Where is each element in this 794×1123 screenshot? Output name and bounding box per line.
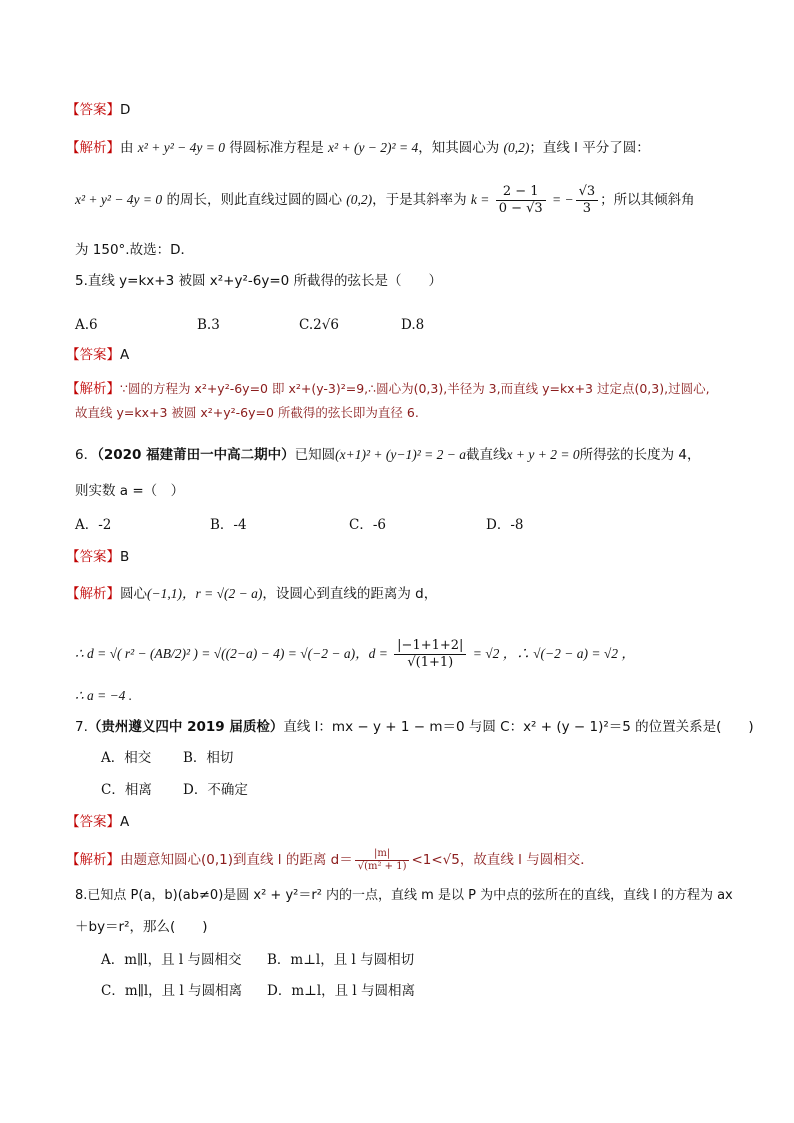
- q6-option-b[interactable]: B．-4: [210, 517, 247, 533]
- q4-center: (0,2): [503, 140, 530, 155]
- q5-option-d[interactable]: D.8: [401, 317, 425, 333]
- q6-stem-line-1: 6．（2020 福建莆田一中高二期中）已知圆(x+1)² + (y−1)² = 2 − a截直线x + y + 2 = 0所得弦的长度为 4，: [75, 447, 701, 463]
- q7-stem: 7.（贵州遵义四中 2019 届质检）直线 l：mx − y + 1 − m＝0 与圆 C：x² + (y − 1)²＝5 的位置关系是( ): [75, 719, 754, 735]
- q6-option-c[interactable]: C．-6: [349, 517, 386, 533]
- q6-option-d[interactable]: D．-8: [486, 517, 524, 533]
- q4-analysis-line-3: 为 150°.故选：D．: [75, 242, 194, 258]
- q5-option-b[interactable]: B.3: [197, 317, 220, 333]
- q4-analysis-line-1: 【解析】由 x² + y² − 4y = 0 得圆标准方程是 x² + (y − 2)² = 4，知其圆心为 (0,2)；直线 l 平分了圆：: [66, 140, 650, 156]
- q8-option-d[interactable]: D．m⊥l，且 l 与圆相离: [267, 983, 416, 999]
- q8-stem-line-2: ＋by＝r²，那么( ): [75, 919, 208, 935]
- q4-eq-2: x² + (y − 2)² = 4: [328, 140, 419, 155]
- q4-eq-1: x² + y² − 4y = 0: [137, 140, 225, 155]
- q6-option-a[interactable]: A．-2: [75, 517, 112, 533]
- q8-option-b[interactable]: B．m⊥l，且 l 与圆相切: [267, 952, 415, 968]
- answer-tag: 【答案】: [66, 102, 120, 118]
- q6-analysis-line-1: 【解析】圆心(−1,1)，r = √(2 − a)，设圆心到直线的距离为 d，: [66, 586, 438, 602]
- q7-option-a[interactable]: A．相交: [101, 750, 152, 766]
- q6-analysis-line-3: ∴ a = −4 .: [75, 688, 133, 703]
- q6-answer: 【答案】B: [66, 549, 130, 565]
- q5-option-c[interactable]: C.2√6: [299, 317, 339, 333]
- q4-slope-result: $\frac{√3}{3}$: [576, 184, 599, 217]
- q5-stem: 5.直线 y=kx+3 被圆 x²+y²-6y=0 所截得的弦长是（ ）: [75, 273, 443, 289]
- q7-source: （贵州遵义四中 2019 届质检）: [87, 719, 284, 735]
- q5-answer: 【答案】A: [66, 347, 130, 363]
- q7-answer: 【答案】A: [66, 814, 130, 830]
- q5-analysis-line-2: 故直线 y=kx+3 被圆 x²+y²-6y=0 所截得的弦长即为直径 6.: [75, 405, 419, 420]
- q4-answer: [66, 100, 130, 120]
- q6-analysis-line-2: ∴ d = √( r² − (AB/2)² ) = √((2−a) − 4) = √(−2 − a)，d = $\frac{|-1+1+2|}{√(1+1)}$ = √2 ，∴ √(−2 − a) = √2 ，: [75, 638, 635, 670]
- q7-analysis: 【解析】由题意知圆心(0,1)到直线 l 的距离 d＝ $\frac{|m|}{\text{√(m² + 1)}}$ <1<√5，故直线 l 与圆相交．: [66, 848, 594, 872]
- q6-distance-fraction: $\frac{|-1+1+2|}{√(1+1)}$: [394, 638, 466, 671]
- q7-option-c[interactable]: C．相离: [101, 782, 152, 798]
- q6-source: （2020 福建莆田一中高二期中）: [97, 447, 295, 463]
- q4-analysis-line-2: x² + y² − 4y = 0 的周长，则此直线过圆的圆心 (0,2)，于是其斜率为 k = $\frac{2 - 1}{0 - √3}$ = − $\frac{√3}{3}$ ；所以其倾斜角: [75, 184, 695, 216]
- q6-stem-line-2: 则实数 a =（ ）: [75, 483, 185, 499]
- q7-option-d[interactable]: D．不确定: [183, 782, 248, 798]
- q7-distance-fraction: $\frac{|m|}{\text{√(m² + 1)}}$: [355, 848, 410, 873]
- q5-option-a[interactable]: A.6: [75, 317, 98, 333]
- q5-analysis-line-1: 【解析】∵圆的方程为 x²+y²-6y=0 即 x²+(y-3)²=9,∴圆心为(0,3),半径为 3,而直线 y=kx+3 过定点(0,3),过圆心,: [66, 381, 710, 397]
- q8-option-a[interactable]: A．m∥l，且 l 与圆相交: [101, 952, 242, 968]
- q4-answer-value: D: [120, 102, 131, 118]
- q8-option-c[interactable]: C．m∥l，且 l 与圆相离: [101, 983, 243, 999]
- analysis-tag: 【解析】: [66, 140, 120, 156]
- q4-slope-fraction: $\frac{2 - 1}{0 - √3}$: [496, 184, 546, 217]
- q7-option-b[interactable]: B．相切: [183, 750, 234, 766]
- q8-stem-line-1: 8.已知点 P(a，b)(ab≠0)是圆 x² + y²＝r² 内的一点，直线 m 是以 P 为中点的弦所在的直线，直线 l 的方程为 ax: [75, 888, 733, 903]
